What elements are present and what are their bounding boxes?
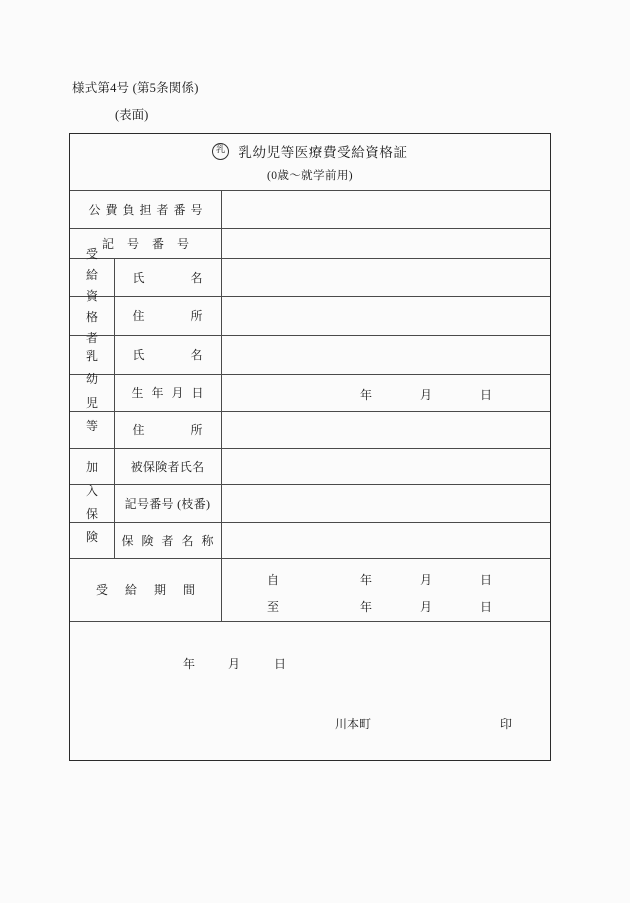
certificate-title-block: [70, 134, 550, 190]
benefit-period-from-year-marker: 年: [360, 573, 373, 587]
group-label-recipient-char-4: 者: [85, 331, 98, 345]
group-label-recipient-char-2: 資: [85, 289, 98, 303]
group-label-insurance: [70, 448, 114, 558]
benefit-period-from-day-marker: 日: [480, 573, 493, 587]
group-label-insurance-char-1: 入: [85, 483, 98, 498]
label-infant-address: 住 所: [132, 423, 205, 437]
form-number-label: 様式第4号 (第5条関係): [72, 81, 199, 95]
label-insurer-name: 保 険 者 名 称: [121, 533, 216, 548]
certificate-title: 乳幼児等医療費受給資格証: [238, 145, 408, 160]
label-recipient-name: 氏 名: [132, 270, 205, 285]
group-label-infant: [70, 335, 114, 448]
label-symbol-number: 記 号 番 号: [101, 236, 194, 251]
nyuyoji-badge-icon: 乳: [212, 143, 229, 160]
group-label-infant-char-2: 児: [85, 395, 98, 410]
infant-birthdate-month-marker: 月: [420, 388, 433, 402]
certificate-table: [69, 133, 551, 761]
benefit-period-to-month-marker: 月: [420, 600, 433, 614]
group-label-infant-char-0: 乳: [85, 348, 98, 363]
group-label-insurance-char-2: 保: [85, 507, 98, 521]
label-infant-name: 氏 名: [132, 348, 205, 362]
group-label-recipient-char-1: 給: [85, 268, 98, 282]
issue-date-month-marker: 月: [228, 657, 241, 671]
benefit-period-from-month-marker: 月: [420, 573, 433, 587]
label-insurance-symbol-number: 記号番号 (枝番): [124, 496, 211, 511]
benefit-period-to-day-marker: 日: [480, 600, 493, 614]
infant-birthdate-day-marker: 日: [480, 388, 493, 402]
certificate-title-row: [212, 141, 407, 161]
group-label-insurance-char-3: 険: [85, 530, 98, 545]
label-recipient-address: 住 所: [132, 309, 205, 323]
infant-birthdate-year-marker: 年: [360, 388, 373, 402]
rule-benefit-period-bottom: [70, 621, 550, 622]
group-label-insurance-char-0: 加: [85, 460, 98, 475]
label-infant-birthdate: 生 年 月 日: [131, 386, 206, 400]
issuer-name: 川本町: [335, 717, 372, 731]
group-label-recipient: [70, 247, 114, 345]
issue-date-year-marker: 年: [183, 657, 196, 671]
group-label-recipient-char-3: 格: [85, 310, 98, 324]
issuer-seal-marker: 印: [500, 717, 513, 731]
rule-label-value-divider: [221, 190, 222, 621]
group-label-recipient-char-0: 受: [85, 247, 98, 261]
label-benefit-period: 受 給 期 間: [95, 583, 202, 597]
benefit-period-to-marker: 至: [267, 600, 280, 614]
label-public-payer-number: 公費負担者番号: [88, 202, 208, 217]
benefit-period-from-marker: 自: [267, 573, 280, 587]
group-label-infant-char-1: 幼: [85, 372, 98, 387]
label-insured-name: 被保険者氏名: [130, 459, 205, 474]
form-side-note: (表面): [115, 108, 149, 122]
group-label-infant-char-3: 等: [85, 418, 98, 433]
certificate-subtitle: (0歳～就学前用): [266, 170, 353, 182]
benefit-period-to-year-marker: 年: [360, 600, 373, 614]
issue-date-day-marker: 日: [274, 657, 287, 671]
